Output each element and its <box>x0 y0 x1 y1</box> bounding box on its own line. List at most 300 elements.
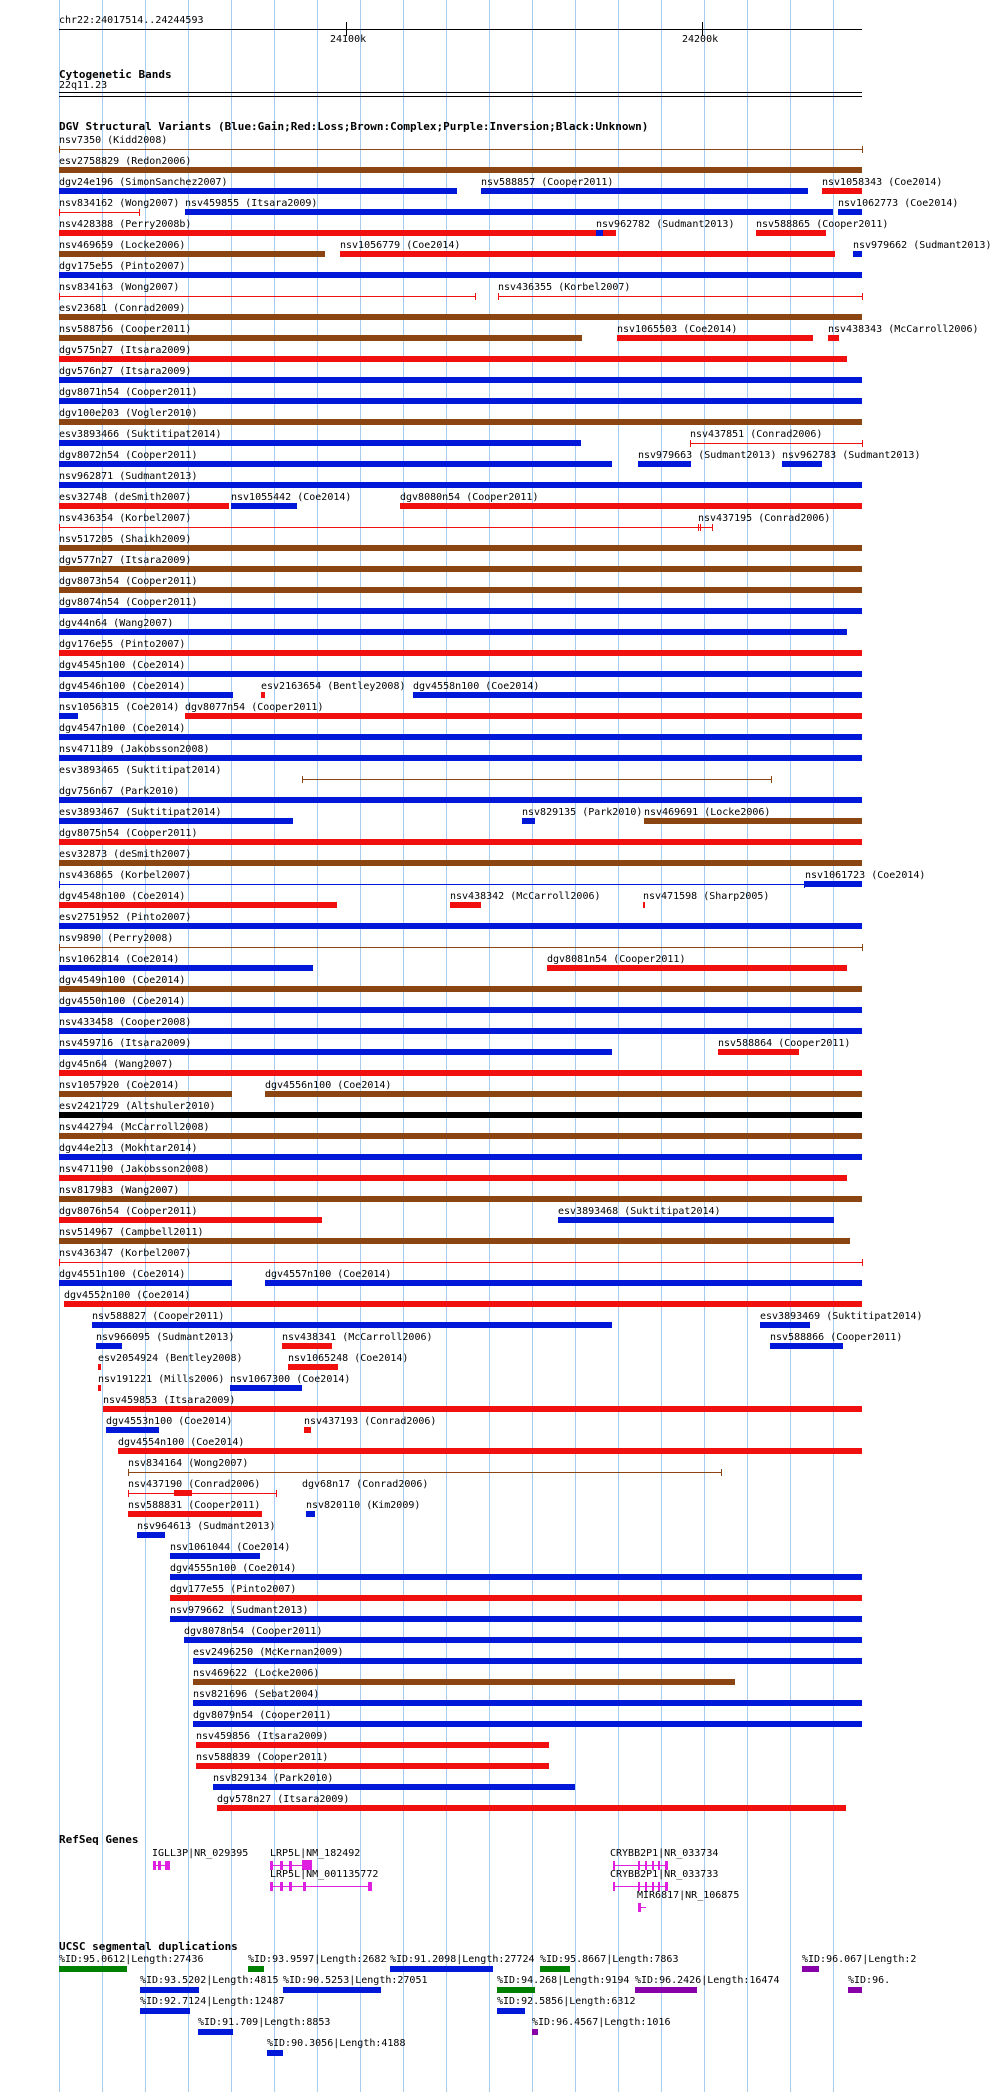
variant-label[interactable]: esv32748 (deSmith2007) <box>59 492 192 503</box>
dgv-track-title[interactable]: DGV Structural Variants (Blue:Gain;Red:Loss;Brown:Complex;Purple:Inversion;Black:Unknown) <box>59 120 649 133</box>
variant-feature[interactable] <box>59 818 293 824</box>
variant-label[interactable]: esv3893468 (Suktitipat2014) <box>558 1206 721 1217</box>
variant-feature[interactable] <box>59 713 78 719</box>
gene-label[interactable]: LRP5L|NM_001135772 <box>270 1869 379 1880</box>
segdup-feature[interactable] <box>140 2008 190 2014</box>
variant-feature[interactable] <box>59 1217 322 1223</box>
variant-label[interactable]: dgv24e196 (SimonSanchez2007) <box>59 177 228 188</box>
variant-label[interactable]: dgv68n17 (Conrad2006) <box>302 1479 429 1490</box>
variant-label[interactable]: nsv834162 (Wong2007) <box>59 198 180 209</box>
variant-label[interactable]: nsv588864 (Cooper2011) <box>718 1038 851 1049</box>
segdup-label[interactable]: %ID:96.067|Length:2 <box>802 1954 917 1965</box>
variant-label[interactable]: nsv1056315 (Coe2014) <box>59 702 180 713</box>
variant-label[interactable]: nsv1062773 (Coe2014) <box>838 198 959 209</box>
variant-label[interactable]: nsv191221 (Mills2006) <box>98 1374 225 1385</box>
variant-label[interactable]: esv32873 (deSmith2007) <box>59 849 192 860</box>
variant-feature[interactable] <box>690 443 862 444</box>
variant-label[interactable]: dgv4550n100 (Coe2014) <box>59 996 186 1007</box>
variant-feature[interactable] <box>596 230 603 236</box>
variant-label[interactable]: nsv1065503 (Coe2014) <box>617 324 738 335</box>
variant-label[interactable]: dgv8071n54 (Cooper2011) <box>59 387 198 398</box>
variant-label[interactable]: nsv514967 (Campbell2011) <box>59 1227 204 1238</box>
segdup-feature[interactable] <box>267 2050 283 2056</box>
variant-label[interactable]: nsv1061044 (Coe2014) <box>170 1542 291 1553</box>
variant-feature[interactable] <box>644 818 862 824</box>
variant-feature[interactable] <box>498 296 862 297</box>
variant-feature[interactable] <box>92 1322 612 1328</box>
variant-feature[interactable] <box>822 188 862 194</box>
variant-feature[interactable] <box>838 209 862 215</box>
variant-label[interactable]: dgv756n67 (Park2010) <box>59 786 180 797</box>
variant-feature[interactable] <box>193 1658 862 1664</box>
variant-label[interactable]: dgv8077n54 (Cooper2011) <box>185 702 324 713</box>
segdup-label[interactable]: %ID:92.5856|Length:6312 <box>497 1996 636 2007</box>
segdup-feature[interactable] <box>140 1987 199 1993</box>
gene-label[interactable]: MIR6817|NR_106875 <box>637 1890 740 1901</box>
variant-label[interactable]: nsv469622 (Locke2006) <box>193 1668 320 1679</box>
variant-label[interactable]: nsv588839 (Cooper2011) <box>196 1752 329 1763</box>
variant-feature[interactable] <box>59 986 862 992</box>
variant-label[interactable]: dgv4553n100 (Coe2014) <box>106 1416 233 1427</box>
variant-feature[interactable] <box>481 188 808 194</box>
variant-feature[interactable] <box>558 1217 834 1223</box>
variant-label[interactable]: dgv8079n54 (Cooper2011) <box>193 1710 332 1721</box>
variant-feature[interactable] <box>59 629 847 635</box>
variant-feature[interactable] <box>698 527 712 528</box>
variant-label[interactable]: nsv438341 (McCarroll2006) <box>282 1332 433 1343</box>
variant-label[interactable]: nsv820110 (Kim2009) <box>306 1500 421 1511</box>
variant-label[interactable]: dgv4557n100 (Coe2014) <box>265 1269 392 1280</box>
variant-feature-end <box>862 440 863 447</box>
variant-label[interactable]: nsv433458 (Cooper2008) <box>59 1017 192 1028</box>
variant-feature[interactable] <box>103 1406 862 1412</box>
variant-label[interactable]: nsv471598 (Sharp2005) <box>643 891 770 902</box>
variant-feature[interactable] <box>59 1112 862 1118</box>
variant-label[interactable]: nsv1058343 (Coe2014) <box>822 177 943 188</box>
refseq-track-title[interactable]: RefSeq Genes <box>59 1833 139 1846</box>
variant-label[interactable]: nsv829134 (Park2010) <box>213 1773 334 1784</box>
variant-feature[interactable] <box>59 356 847 362</box>
variant-feature[interactable] <box>174 1490 192 1496</box>
variant-feature[interactable] <box>128 1511 262 1517</box>
variant-label[interactable]: nsv436865 (Korbel2007) <box>59 870 192 881</box>
variant-label[interactable]: nsv437190 (Conrad2006) <box>128 1479 261 1490</box>
variant-label[interactable]: nsv438343 (McCarroll2006) <box>828 324 979 335</box>
variant-feature[interactable] <box>59 167 862 173</box>
variant-feature[interactable] <box>59 902 337 908</box>
variant-label[interactable]: nsv1062814 (Coe2014) <box>59 954 180 965</box>
segdup-label[interactable]: %ID:90.3056|Length:4188 <box>267 2038 406 2049</box>
variant-feature-end <box>771 776 772 783</box>
segdup-feature[interactable] <box>248 1966 264 1972</box>
variant-label[interactable]: nsv964613 (Sudmant2013) <box>137 1521 276 1532</box>
variant-label[interactable]: esv3893465 (Suktitipat2014) <box>59 765 222 776</box>
variant-label[interactable]: nsv437851 (Conrad2006) <box>690 429 823 440</box>
variant-label[interactable]: nsv979662 (Sudmant2013) <box>853 240 991 251</box>
variant-feature[interactable] <box>98 1364 101 1370</box>
variant-label[interactable]: nsv469691 (Locke2006) <box>644 807 771 818</box>
variant-feature[interactable] <box>213 1784 575 1790</box>
variant-label[interactable]: nsv1057920 (Coe2014) <box>59 1080 180 1091</box>
variant-feature[interactable] <box>170 1553 260 1559</box>
variant-label[interactable]: nsv436347 (Korbel2007) <box>59 1248 192 1259</box>
variant-label[interactable]: dgv8074n54 (Cooper2011) <box>59 597 198 608</box>
variant-label[interactable]: dgv578n27 (Itsara2009) <box>217 1794 350 1805</box>
variant-label[interactable]: dgv4556n100 (Coe2014) <box>265 1080 392 1091</box>
variant-label[interactable]: nsv962783 (Sudmant2013) <box>782 450 921 461</box>
position-label: chr22:24017514..24244593 <box>59 15 204 26</box>
variant-feature[interactable] <box>522 818 535 824</box>
variant-label[interactable]: dgv8080n54 (Cooper2011) <box>400 492 539 503</box>
variant-label[interactable]: nsv829135 (Park2010) <box>522 807 643 818</box>
variant-label[interactable]: nsv428388 (Perry2008b) <box>59 219 192 230</box>
variant-label[interactable]: esv3893467 (Suktitipat2014) <box>59 807 222 818</box>
variant-label[interactable]: nsv437193 (Conrad2006) <box>304 1416 437 1427</box>
variant-label[interactable]: nsv438342 (McCarroll2006) <box>450 891 601 902</box>
variant-label[interactable]: nsv436355 (Korbel2007) <box>498 282 631 293</box>
segdup-feature[interactable] <box>497 1987 535 1993</box>
variant-label[interactable]: nsv588866 (Cooper2011) <box>770 1332 903 1343</box>
variant-feature[interactable] <box>304 1427 311 1433</box>
variant-label[interactable]: dgv8075n54 (Cooper2011) <box>59 828 198 839</box>
segdup-feature[interactable] <box>635 1987 697 1993</box>
variant-feature[interactable] <box>59 1049 612 1055</box>
variant-feature-end <box>712 524 713 531</box>
segdup-feature[interactable] <box>540 1966 570 1972</box>
variant-feature[interactable] <box>59 1007 862 1013</box>
variant-label[interactable]: nsv962871 (Sudmant2013) <box>59 471 198 482</box>
segdup-label[interactable]: %ID:91.709|Length:8853 <box>198 2017 331 2028</box>
variant-feature[interactable] <box>617 335 813 341</box>
variant-label[interactable]: dgv4554n100 (Coe2014) <box>118 1437 245 1448</box>
variant-feature[interactable] <box>59 272 862 278</box>
variant-feature[interactable] <box>340 251 835 257</box>
segdup-label[interactable]: %ID:95.8667|Length:7863 <box>540 1954 679 1965</box>
variant-label[interactable]: dgv8076n54 (Cooper2011) <box>59 1206 198 1217</box>
variant-label[interactable]: esv2496250 (McKernan2009) <box>193 1647 344 1658</box>
variant-label[interactable]: esv3893469 (Suktitipat2014) <box>760 1311 923 1322</box>
segdup-label[interactable]: %ID:96. <box>848 1975 891 1986</box>
variant-label[interactable]: dgv45n64 (Wang2007) <box>59 1059 174 1070</box>
variant-feature[interactable] <box>59 839 862 845</box>
variant-label[interactable]: dgv176e55 (Pinto2007) <box>59 639 186 650</box>
variant-feature[interactable] <box>718 1049 799 1055</box>
variant-label[interactable]: dgv4555n100 (Coe2014) <box>170 1563 297 1574</box>
variant-feature-end <box>139 209 140 216</box>
segdup-track-title[interactable]: UCSC segmental duplications <box>59 1940 238 1953</box>
variant-label[interactable]: nsv469659 (Locke2006) <box>59 240 186 251</box>
variant-feature[interactable] <box>59 860 862 866</box>
variant-feature[interactable] <box>184 1637 862 1643</box>
variant-label[interactable]: nsv821696 (Sebat2004) <box>193 1689 320 1700</box>
gene-exon[interactable] <box>280 1882 283 1891</box>
variant-label[interactable]: nsv459855 (Itsara2009) <box>185 198 318 209</box>
variant-feature[interactable] <box>805 881 862 887</box>
variant-feature[interactable] <box>59 377 862 383</box>
variant-feature[interactable] <box>170 1574 862 1580</box>
variant-label[interactable]: nsv1065248 (Coe2014) <box>288 1353 409 1364</box>
variant-label[interactable]: nsv588756 (Cooper2011) <box>59 324 192 335</box>
variant-label[interactable]: dgv8081n54 (Cooper2011) <box>547 954 686 965</box>
ruler-tick-label: 24200k <box>682 34 719 45</box>
gene-exon[interactable] <box>270 1882 273 1891</box>
variant-feature-end <box>498 293 499 300</box>
variant-label[interactable]: nsv436354 (Korbel2007) <box>59 513 192 524</box>
variant-feature[interactable] <box>756 230 826 236</box>
variant-label[interactable]: nsv979662 (Sudmant2013) <box>170 1605 309 1616</box>
variant-feature[interactable] <box>193 1679 735 1685</box>
variant-feature[interactable] <box>59 527 700 528</box>
variant-feature-end <box>698 524 699 531</box>
variant-feature[interactable] <box>643 902 645 908</box>
variant-feature[interactable] <box>282 1343 332 1349</box>
variant-feature[interactable] <box>59 503 229 509</box>
variant-label[interactable]: dgv8072n54 (Cooper2011) <box>59 450 198 461</box>
variant-label[interactable]: dgv4551n100 (Coe2014) <box>59 1269 186 1280</box>
variant-feature[interactable] <box>59 734 862 740</box>
variant-feature[interactable] <box>185 713 862 719</box>
variant-feature[interactable] <box>59 1280 232 1286</box>
gene-label[interactable]: LRP5L|NM_182492 <box>270 1848 361 1859</box>
variant-label[interactable]: dgv576n27 (Itsara2009) <box>59 366 192 377</box>
variant-label[interactable]: nsv588857 (Cooper2011) <box>481 177 614 188</box>
variant-label[interactable]: nsv1056779 (Coe2014) <box>340 240 461 251</box>
variant-feature[interactable] <box>170 1616 862 1622</box>
variant-feature[interactable] <box>128 1493 276 1494</box>
variant-feature[interactable] <box>59 587 862 593</box>
variant-label[interactable]: esv2163654 (Bentley2008) <box>261 681 406 692</box>
variant-feature[interactable] <box>59 251 325 257</box>
variant-feature[interactable] <box>59 398 862 404</box>
segdup-feature[interactable] <box>532 2029 538 2035</box>
segdup-feature[interactable] <box>802 1966 819 1972</box>
variant-feature[interactable] <box>261 692 265 698</box>
variant-label[interactable]: nsv979663 (Sudmant2013) <box>638 450 777 461</box>
gene-exon[interactable] <box>165 1861 170 1870</box>
variant-feature[interactable] <box>59 419 862 425</box>
variant-label[interactable]: dgv4558n100 (Coe2014) <box>413 681 540 692</box>
variant-feature[interactable] <box>230 1385 302 1391</box>
variant-feature[interactable] <box>547 965 847 971</box>
variant-feature[interactable] <box>59 1070 862 1076</box>
variant-feature[interactable] <box>231 503 297 509</box>
variant-feature[interactable] <box>59 650 862 656</box>
segdup-label[interactable]: %ID:96.4567|Length:1016 <box>532 2017 671 2028</box>
variant-feature[interactable] <box>265 1091 862 1097</box>
variant-feature[interactable] <box>59 296 475 297</box>
variant-feature[interactable] <box>59 1196 862 1202</box>
gene-exon[interactable] <box>289 1882 292 1891</box>
variant-label[interactable]: dgv44n64 (Wang2007) <box>59 618 174 629</box>
variant-feature[interactable] <box>193 1721 862 1727</box>
variant-label[interactable]: nsv588827 (Cooper2011) <box>92 1311 225 1322</box>
variant-feature[interactable] <box>853 251 862 257</box>
variant-feature[interactable] <box>196 1763 549 1769</box>
variant-feature[interactable] <box>59 545 862 551</box>
variant-label[interactable]: esv2054924 (Bentley2008) <box>98 1353 243 1364</box>
variant-feature[interactable] <box>185 209 833 215</box>
variant-feature[interactable] <box>118 1448 862 1454</box>
variant-feature[interactable] <box>288 1364 338 1370</box>
variant-label[interactable]: nsv459856 (Itsara2009) <box>196 1731 329 1742</box>
variant-feature[interactable] <box>59 797 862 803</box>
variant-label[interactable]: dgv44e213 (Mokhtar2014) <box>59 1143 198 1154</box>
variant-feature[interactable] <box>59 671 862 677</box>
variant-feature[interactable] <box>59 230 616 236</box>
variant-feature[interactable] <box>98 1385 101 1391</box>
variant-feature[interactable] <box>59 440 581 446</box>
variant-label[interactable]: dgv175e55 (Pinto2007) <box>59 261 186 272</box>
variant-feature[interactable] <box>59 1238 850 1244</box>
variant-label[interactable]: nsv1061723 (Coe2014) <box>805 870 926 881</box>
variant-feature[interactable] <box>59 965 313 971</box>
variant-feature[interactable] <box>59 755 862 761</box>
variant-feature[interactable] <box>59 314 862 320</box>
segdup-feature[interactable] <box>390 1966 493 1972</box>
variant-feature[interactable] <box>638 461 691 467</box>
variant-feature[interactable] <box>59 566 862 572</box>
variant-label[interactable]: dgv4547n100 (Coe2014) <box>59 723 186 734</box>
segdup-feature[interactable] <box>497 2008 525 2014</box>
variant-feature-end <box>721 1469 722 1476</box>
variant-feature[interactable] <box>59 212 139 213</box>
gene-exon[interactable] <box>368 1882 372 1891</box>
variant-label[interactable]: dgv4549n100 (Coe2014) <box>59 975 186 986</box>
variant-feature[interactable] <box>782 461 822 467</box>
variant-feature[interactable] <box>413 692 862 698</box>
variant-feature[interactable] <box>59 692 233 698</box>
variant-feature[interactable] <box>128 1472 721 1473</box>
segdup-label[interactable]: %ID:92.7124|Length:12487 <box>140 1996 285 2007</box>
variant-label[interactable]: esv2751952 (Pinto2007) <box>59 912 192 923</box>
variant-label[interactable]: nsv588865 (Cooper2011) <box>756 219 889 230</box>
variant-label[interactable]: nsv442794 (McCarroll2008) <box>59 1122 210 1133</box>
variant-label[interactable]: nsv459853 (Itsara2009) <box>103 1395 236 1406</box>
gene-label[interactable]: IGLL3P|NR_029395 <box>152 1848 249 1859</box>
variant-feature[interactable] <box>59 188 457 194</box>
segdup-label[interactable]: %ID:93.9597|Length:2682 <box>248 1954 387 1965</box>
variant-feature[interactable] <box>265 1280 862 1286</box>
variant-feature[interactable] <box>106 1427 159 1433</box>
variant-feature[interactable] <box>306 1511 315 1517</box>
variant-label[interactable]: nsv459716 (Itsara2009) <box>59 1038 192 1049</box>
variant-label[interactable]: nsv966095 (Sudmant2013) <box>96 1332 235 1343</box>
variant-feature[interactable] <box>400 503 862 509</box>
variant-label[interactable]: dgv177e55 (Pinto2007) <box>170 1584 297 1595</box>
variant-label[interactable]: dgv100e203 (Vogler2010) <box>59 408 198 419</box>
variant-feature-end <box>128 1469 129 1476</box>
variant-feature-end <box>59 293 60 300</box>
variant-feature[interactable] <box>450 902 481 908</box>
variant-label[interactable]: nsv834164 (Wong2007) <box>128 1458 249 1469</box>
variant-label[interactable]: nsv437195 (Conrad2006) <box>698 513 831 524</box>
variant-feature[interactable] <box>59 1091 232 1097</box>
variant-label[interactable]: nsv1055442 (Coe2014) <box>231 492 352 503</box>
variant-feature[interactable] <box>59 1133 862 1139</box>
gene-exon[interactable] <box>613 1882 615 1891</box>
variant-label[interactable]: nsv834163 (Wong2007) <box>59 282 180 293</box>
variant-feature[interactable] <box>59 1175 847 1181</box>
segdup-feature[interactable] <box>283 1987 381 1993</box>
segdup-label[interactable]: %ID:91.2098|Length:27724 <box>390 1954 535 1965</box>
variant-feature[interactable] <box>217 1805 846 1811</box>
variant-label[interactable]: esv3893466 (Suktitipat2014) <box>59 429 222 440</box>
variant-feature-end <box>59 209 60 216</box>
variant-feature[interactable] <box>59 947 862 948</box>
variant-label[interactable]: dgv575n27 (Itsara2009) <box>59 345 192 356</box>
variant-feature-end <box>59 944 60 951</box>
gene-exon[interactable] <box>303 1882 306 1891</box>
variant-feature-end <box>862 944 863 951</box>
variant-feature[interactable] <box>59 923 862 929</box>
variant-feature[interactable] <box>59 1028 862 1034</box>
variant-label[interactable]: nsv817983 (Wang2007) <box>59 1185 180 1196</box>
variant-feature[interactable] <box>59 149 862 150</box>
variant-label[interactable]: nsv471189 (Jakobsson2008) <box>59 744 210 755</box>
variant-label[interactable]: nsv9890 (Perry2008) <box>59 933 174 944</box>
variant-feature-end <box>862 146 863 153</box>
segdup-label[interactable]: %ID:90.5253|Length:27051 <box>283 1975 428 1986</box>
variant-label[interactable]: esv23681 (Conrad2009) <box>59 303 186 314</box>
variant-feature[interactable] <box>59 482 862 488</box>
variant-feature[interactable] <box>196 1742 549 1748</box>
segdup-label[interactable]: %ID:96.2426|Length:16474 <box>635 1975 780 1986</box>
variant-feature[interactable] <box>193 1700 862 1706</box>
variant-label[interactable]: esv2758829 (Redon2006) <box>59 156 192 167</box>
variant-feature[interactable] <box>828 335 839 341</box>
variant-label[interactable]: dgv4546n100 (Coe2014) <box>59 681 186 692</box>
variant-feature[interactable] <box>59 461 612 467</box>
variant-feature[interactable] <box>64 1301 862 1307</box>
variant-feature-end <box>862 1259 863 1266</box>
variant-label[interactable]: dgv577n27 (Itsara2009) <box>59 555 192 566</box>
segdup-feature[interactable] <box>198 2029 233 2035</box>
variant-label[interactable]: nsv588831 (Cooper2011) <box>128 1500 261 1511</box>
variant-feature[interactable] <box>59 1154 862 1160</box>
variant-feature[interactable] <box>59 608 862 614</box>
variant-feature[interactable] <box>170 1595 862 1601</box>
segdup-label[interactable]: %ID:95.0612|Length:27436 <box>59 1954 204 1965</box>
variant-feature[interactable] <box>760 1322 810 1328</box>
variant-feature[interactable] <box>96 1343 122 1349</box>
gene-label[interactable]: CRYBB2P1|NR_033734 <box>610 1848 719 1859</box>
variant-label[interactable]: nsv471190 (Jakobsson2008) <box>59 1164 210 1175</box>
segdup-feature[interactable] <box>59 1966 127 1972</box>
variant-feature-end <box>59 881 60 888</box>
variant-feature[interactable] <box>59 1262 862 1263</box>
segdup-label[interactable]: %ID:94.268|Length:9194 <box>497 1975 630 1986</box>
variant-feature[interactable] <box>59 335 582 341</box>
variant-feature[interactable] <box>59 884 804 885</box>
variant-label[interactable]: dgv8073n54 (Cooper2011) <box>59 576 198 587</box>
variant-label[interactable]: nsv1067300 (Coe2014) <box>230 1374 351 1385</box>
variant-feature[interactable] <box>302 779 771 780</box>
cytoband-track-title[interactable]: Cytogenetic Bands <box>59 68 172 81</box>
variant-label[interactable]: dgv8078n54 (Cooper2011) <box>184 1626 323 1637</box>
variant-label[interactable]: nsv517205 (Shaikh2009) <box>59 534 192 545</box>
segdup-feature[interactable] <box>848 1987 862 1993</box>
variant-label[interactable]: dgv4552n100 (Coe2014) <box>64 1290 191 1301</box>
variant-label[interactable]: nsv962782 (Sudmant2013) <box>596 219 735 230</box>
variant-feature[interactable] <box>770 1343 843 1349</box>
gene-label[interactable]: CRYBB2P1|NR_033733 <box>610 1869 719 1880</box>
variant-label[interactable]: esv2421729 (Altshuler2010) <box>59 1101 216 1112</box>
segdup-label[interactable]: %ID:93.5202|Length:4815 <box>140 1975 279 1986</box>
variant-feature[interactable] <box>137 1532 165 1538</box>
variant-label[interactable]: nsv7350 (Kidd2008) <box>59 135 168 146</box>
variant-label[interactable]: dgv4548n100 (Coe2014) <box>59 891 186 902</box>
variant-label[interactable]: dgv4545n100 (Coe2014) <box>59 660 186 671</box>
